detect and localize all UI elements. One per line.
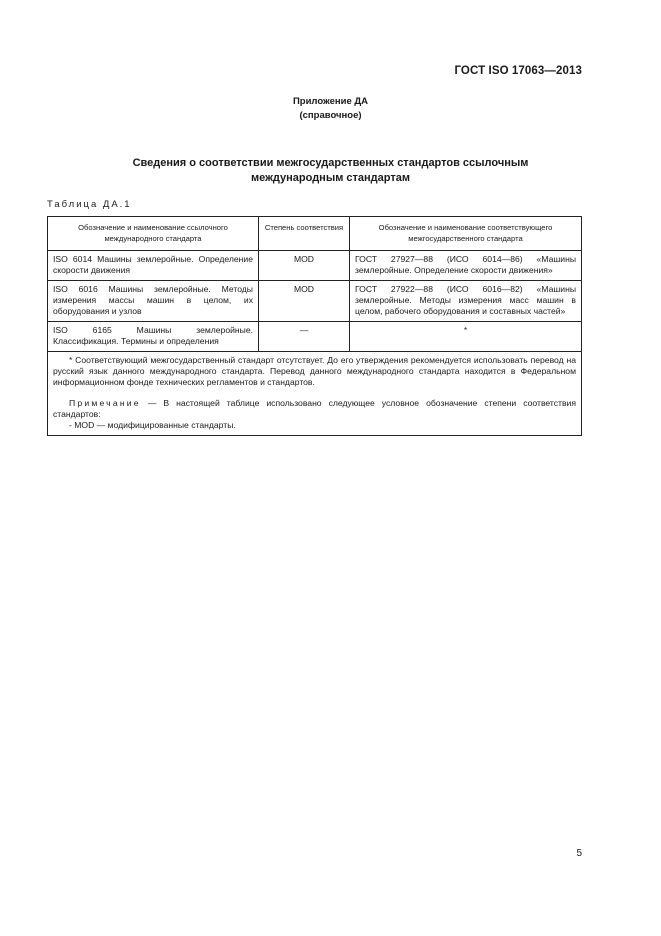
document-code: ГОСТ ISO 17063—2013 [454,65,582,77]
section-title-line-1: Сведения о соответствии межгосударственных стандартов ссылочным [132,157,529,169]
annex-subtitle: (справочное) [299,110,362,121]
table-note [53,398,576,420]
cell-degree: — [259,322,350,352]
table-row [48,322,582,352]
cell-international-standard: ISO 6165 Машины землеройные. Классификация. Термины и определения [48,322,259,352]
annex-title: Приложение ДА [292,96,369,107]
table-footnote-row [48,352,582,436]
note-text: — В настоящей таблице использовано следующее условное обозначение степени соответствия стандартов: [53,398,576,419]
cell-national-standard: ГОСТ 27927—88 (ИСО 6014—86) «Машины землеройные. Определение скорости движения» [350,251,582,281]
table-header-row [48,217,582,251]
cell-degree: MOD [259,281,350,322]
table-caption: Таблица ДА.1 [47,199,132,210]
cell-national-standard: ГОСТ 27922—88 (ИСО 6016—82) «Машины землеройные. Методы измерения масс машин в целом, рабочего оборудования и составных частей» [350,281,582,322]
cell-degree: MOD [259,251,350,281]
note-item: - MOD — модифицированные стандарты. [69,420,236,430]
table-row [48,281,582,322]
annex-heading [0,95,661,123]
note-label: Примечание [69,398,141,408]
cell-international-standard: ISO 6016 Машины землеройные. Методы измерения массы машин в целом, их оборудования и узлов [48,281,259,322]
cell-international-standard: ISO 6014 Машины землеройные. Определение скорости движения [48,251,259,281]
correspondence-table [47,216,582,436]
table-footnote-cell [48,352,582,436]
page-number: 5 [576,848,582,859]
table-row [48,251,582,281]
header-degree: Степень соответствия [259,217,350,251]
cell-national-standard: * [350,322,582,352]
section-title [60,156,601,186]
section-title-line-2: международным стандартам [251,172,410,184]
header-national-standard: Обозначение и наименование соответствующего межгосударственного стандарта [350,217,582,251]
table-footnote: * Соответствующий межгосударственный стандарт отсутствует. До его утверждения рекомендуется использовать перевод на русский язык данного международного стандарта. Перевод данного международного стандарта находится в Федеральном информационном фонде технических регламентов и стандартов. [53,355,576,387]
header-international-standard: Обозначение и наименование ссылочного международного стандарта [48,217,259,251]
